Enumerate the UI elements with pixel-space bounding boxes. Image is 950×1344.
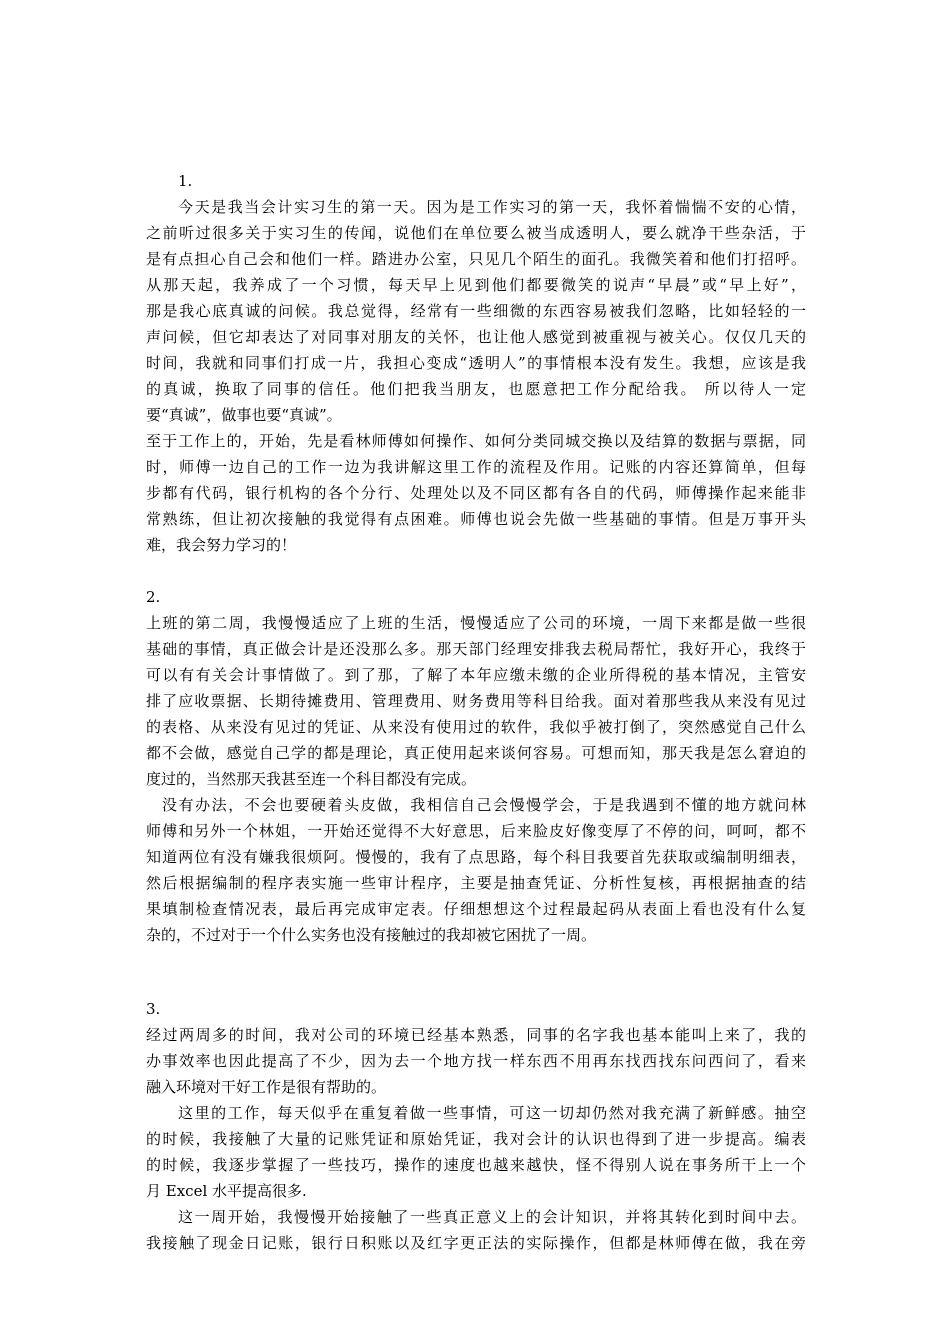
- text-line: 这一周开始，我慢慢开始接触了一些真正意义上的会计知识，并将其转化到时间中去。: [178, 1208, 806, 1226]
- text-line: 声问候，但它却表达了对同事对朋友的关怀，也让他人感觉到被重视与被关心。仅仅几天的: [146, 328, 806, 346]
- text-line: 融入环境对干好工作是很有帮助的。: [146, 1078, 387, 1096]
- text-line: 知道两位有没有嫌我很烦阿。慢慢的，我有了点思路，每个科目我要首先获取或编制明细表，: [146, 848, 806, 866]
- text-line: 然后根据编制的程序表实施一些审计程序，主要是抽查凭证、分析性复核，再根据抽查的结: [146, 874, 806, 892]
- text-line: 时间，我就和同事们打成一片，我担心变成“透明人”的事情根本没有发生。我想，应该是我: [146, 354, 806, 372]
- text-line: 上班的第二周，我慢慢适应了上班的生活，慢慢适应了公司的环境，一周下来都是做一些很: [146, 614, 806, 632]
- text-line: 之前听过很多关于实习生的传闻，说他们在单位要么被当成透明人，要么就净干些杂活，于: [146, 224, 806, 242]
- text-line: 月 Excel 水平提高很多.: [146, 1182, 307, 1200]
- text-line: 的时候，我接触了大量的记账凭证和原始凭证，我对会计的认识也得到了进一步提高。编表: [146, 1130, 806, 1148]
- text-line: 从那天起，我养成了一个习惯，每天早上见到他们都要微笑的说声“早晨”或“早上好”，: [146, 276, 806, 294]
- text-line: 难，我会努力学习的！: [146, 536, 297, 554]
- text-line: 的时候，我逐步掌握了一些技巧，操作的速度也越来越快，怪不得别人说在事务所干上一个: [146, 1156, 806, 1174]
- text-line: 至于工作上的，开始，先是看林师傅如何操作、如何分类同城交换以及结算的数据与票据，同: [146, 432, 806, 450]
- text-line: 没有办法，不会也要硬着头皮做，我相信自己会慢慢学会，于是我遇到不懂的地方就问林: [162, 796, 806, 814]
- text-line: 那是我心底真诚的问候。我总觉得，经常有一些细微的东西容易被我们忽略，比如轻轻的一: [146, 302, 806, 320]
- section-heading: 3.: [146, 1000, 161, 1018]
- text-line: 基础的事情，真正做会计是还没那么多。那天部门经理安排我去税局帮忙，我好开心，我终于: [146, 640, 806, 658]
- text-line: 果填制检查情况表，最后再完成审定表。仔细想想这个过程最起码从表面上看也没有什么复: [146, 900, 806, 918]
- text-line: 都不会做，感觉自己学的都是理论，真正使用起来谈何容易。可想而知，那天我是怎么窘迫的: [146, 744, 806, 762]
- text-line: 的表格、从来没有见过的凭证、从来没有使用过的软件，我似乎被打倒了，突然感觉自己什么: [146, 718, 806, 736]
- text-line: 经过两周多的时间，我对公司的环境已经基本熟悉，同事的名字我也基本能叫上来了，我的: [146, 1026, 806, 1044]
- section-heading: 2.: [146, 588, 161, 606]
- text-line: 常熟练，但让初次接触的我觉得有点困难。师傅也说会先做一些基础的事情。但是万事开头: [146, 510, 806, 528]
- text-line: 要“真诚”，做事也要“真诚”。: [146, 406, 342, 424]
- text-line: 度过的，当然那天我甚至连一个科目都没有完成。: [146, 770, 477, 788]
- text-line: 排了应收票据、长期待摊费用、管理费用、财务费用等科目给我。面对着那些我从来没有见过: [146, 692, 806, 710]
- text-line: 步都有代码，银行机构的各个分行、处理处以及不同区都有各自的代码，师傅操作起来能非: [146, 484, 806, 502]
- text-line: 杂的，不过对于一个什么实务也没有接触过的我却被它困扰了一周。: [146, 926, 597, 944]
- text-line: 是有点担心自己会和他们一样。踏进办公室，只见几个陌生的面孔。我微笑着和他们打招呼。: [146, 250, 806, 268]
- text-line: 时，师傅一边自己的工作一边为我讲解这里工作的流程及作用。记账的内容还算简单，但每: [146, 458, 806, 476]
- text-line: 的真诚，换取了同事的信任。他们把我当朋友，也愿意把工作分配给我。 所以待人一定: [146, 380, 806, 398]
- text-line: 我接触了现金日记账，银行日积账以及红字更正法的实际操作，但都是林师傅在做，我在旁: [146, 1234, 806, 1252]
- text-line: 可以有有关会计事情做了。到了那，了解了本年应缴未缴的企业所得税的基本情况，主管安: [146, 666, 806, 684]
- text-line: 办事效率也因此提高了不少，因为去一个地方找一样东西不用再东找西找东问西问了，看来: [146, 1052, 806, 1070]
- text-line: 师傅和另外一个林姐，一开始还觉得不大好意思，后来脸皮好像变厚了不停的问，呵呵，都不: [146, 822, 806, 840]
- text-line: 今天是我当会计实习生的第一天。因为是工作实习的第一天，我怀着惴惴不安的心情，: [178, 198, 806, 216]
- section-heading: 1.: [178, 172, 193, 190]
- text-line: 这里的工作，每天似乎在重复着做一些事情，可这一切却仍然对我充满了新鲜感。抽空: [178, 1104, 806, 1122]
